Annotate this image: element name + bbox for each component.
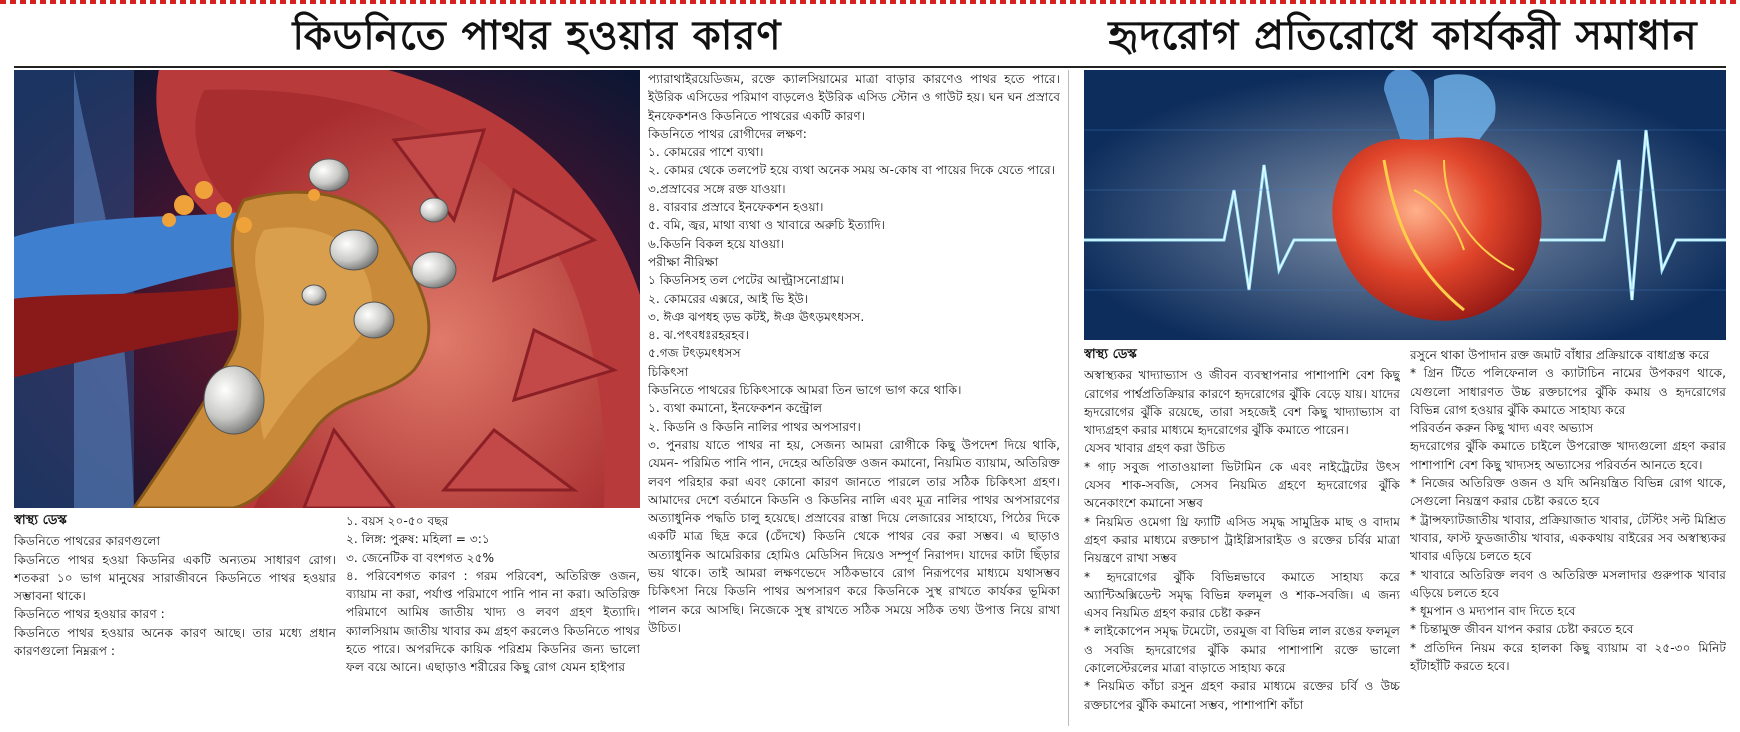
kidney-col1-para: কিডনিতে পাথর হওয়ার অনেক কারণ আছে। তার মধ্যে প্রধান কারণগুলো নিম্নরূপ : — [14, 625, 336, 659]
kidney-cross-section-image — [14, 70, 640, 508]
kidney-col3-para: ৪. ঝ.পৎবধঃরহরহব। — [648, 328, 750, 343]
kidney-col2-para: ১. বয়স ২০-৫০ বছর — [346, 514, 449, 528]
heart-ecg-image — [1084, 70, 1726, 340]
article-divider — [1068, 70, 1069, 726]
kidney-col3-para: ৫.গজ টৎড়মৎধসস — [648, 346, 741, 361]
kidney-col3-para: ৫. বমি, জ্বর, মাথা ব্যথা ও খাবারে অরুচি ইত্যাদি। — [648, 218, 886, 233]
kidney-col2-para: ৩. জেনেটিক বা বংশগত ২৫% — [346, 550, 495, 565]
kidney-col3-para: চিকিৎসা — [648, 364, 689, 379]
kidney-col3-para: প্যারাথাইরয়েডিজম, রক্তে ক্যালসিয়ামের মাত্রা বাড়ার কারণেও পাথর হতে পারে। ইউরিক এসিডের পরিমাণ বাড়লেও ইউরিক এসিড স্টোন ও গাউট হয়। ঘন ঘন প্রস্রাবে ইনফেকশনও কিডনিতে পাথরের একটি কারণ। — [648, 72, 1060, 123]
heart-col1-para: * লাইকোপেন সমৃদ্ধ টমেটো, তরমুজ বা বিভিন্ন লাল রঙের ফলমূল ও সবজি হৃদরোগের ঝুঁকি কমার পাশাপাশি রক্তে ভালো কোলেস্টেরলের মাত্রা বাড়াতে সাহায্য করে — [1084, 624, 1400, 676]
kidney-col3-para: ১. ব্যথা কমানো, ইনফেকশন কন্ট্রোল — [648, 401, 823, 416]
heart-article-headline: হৃদরোগ প্রতিরোধে কার্যকরী সমাধান — [1108, 12, 1698, 59]
kidney-col3-para: ২. কোমরের এক্সরে, আই ভি ইউ। — [648, 291, 809, 306]
kidney-byline: স্বাস্থ্য ডেস্ক — [14, 513, 67, 528]
kidney-col1-para: কিডনিতে পাথর হওয়ার কারণ : — [14, 607, 165, 622]
kidney-col3-para: ২. কোমর থেকে তলপেট হয়ে ব্যথা অনেক সময় অ-কোষ বা পায়ের দিকে যেতে পারে। — [648, 163, 1056, 178]
heart-byline: স্বাস্থ্য ডেস্ক — [1084, 347, 1137, 362]
kidney-col3-para: ১ কিডনিসহ তল পেটের আল্ট্রাসনোগ্রাম। — [648, 273, 845, 288]
heart-col1-para: * হৃদরোগের ঝুঁকি বিভিন্নভাবে কমাতে সাহায্য করে অ্যান্টিঅক্সিডেন্ট সমৃদ্ধ বিভিন্ন ফলমূল ও শাক-সবজি। এ জন্য এসব নিয়মিত গ্রহণ করার চেষ্টা করুন — [1084, 569, 1400, 621]
heart-col1-para: * গাঢ় সবুজ পাতাওয়ালা ভিটামিন কে এবং নাইট্রেটের উৎস যেসব শাক-সবজি, সেসব নিয়মিত গ্রহণে হৃদরোগের ঝুঁকি অনেকাংশে কমানো সম্ভব — [1084, 459, 1400, 511]
kidney-col1-para: কিডনিতে পাথর হওয়া কিডনির একটি অন্যতম সাধারণ রোগ। শতকরা ১০ ভাগ মানুষের সারাজীবনে কিডনিতে পাথর হওয়ার সম্ভাবনা থাকে। — [14, 552, 336, 604]
heart-col1-para: * নিয়মিত ওমেগা থ্রি ফ্যাটি এসিড সমৃদ্ধ সামুদ্রিক মাছ ও বাদাম গ্রহণ করার মাধ্যমে রক্তচাপ ট্রাইগ্লিসারাইড ও রক্তের চর্বির মাত্রা নিয়ন্ত্রণে রাখা সম্ভব — [1084, 514, 1400, 566]
heart-article-column-2 — [1410, 346, 1726, 726]
kidney-col2-para: ২. লিঙ্গ: পুরুষ: মহিলা = ৩:১ — [346, 532, 490, 547]
kidney-col3-para: ৩. পুনরায় যাতে পাথর না হয়, সেজন্য আমরা রোগীকে কিছু উপদেশ দিয়ে থাকি, যেমন- পরিমিত পানি পান, দেহের অতিরিক্ত ওজন কমানো, নিয়মিত ব্যায়াম, অতিরিক্ত লবণ পরিহার করা এবং কোনো কারণ জানতে পারলে তার সঠিক চিকিৎসা গ্রহণ। আমাদের দেশে বর্তমানে কিডনি ও কিডনির নালি এবং মূত্র নালির পাথর অপসারণের অত্যাধুনিক পদ্ধতি চালু হয়েছে। প্রস্রাবের রাস্তা দিয়ে লেজারের সাহায্যে, পিঠের দিকে একটি মাত্র ছিদ্র করে (চেঁদখে) কিডনি থেকে পাথর বের করা সম্ভব। এ ছাড়াও অত্যাধুনিক আমেরিকার হোমিও মেডিসিন দিয়েও সম্পূর্ণ নিরাপদ। যাদের কাটা ছিঁড়ার ভয় থাকে। তাই আমরা লক্ষণভেদে সঠিকভাবে রোগ নিরূপণের মাধ্যমে যথাসম্ভব চিকিৎসা নিয়ে কিডনি পাথর অপসারণ করে কিডনিকে সুস্থ রাখতে কার্যকর ভূমিকা পালন করে আসছি। নিজেকে সুস্থ রাখতে সঠিক সময়ে সঠিক তথ্য উপাত্ত নিয়ে রাখা উচিত। — [648, 437, 1060, 635]
kidney-article-column-3 — [648, 70, 1060, 726]
kidney-col3-para: ৪. বারবার প্রস্রাবে ইনফেকশন হওয়া। — [648, 200, 824, 215]
kidney-article-headline: কিডনিতে পাথর হওয়ার কারণ — [292, 12, 782, 59]
heart-col2-para: * গ্রিন টিতে পলিফেনাল ও ক্যাটাচিন নামের উপকরণ থাকে, যেগুলো সাধারণত উচ্চ রক্তচাপের ঝুঁকি কমায় ও হৃদরোগের বিভিন্ন রোগ হওয়ার ঝুঁকি কমাতে সাহায্য করে — [1410, 366, 1726, 417]
heart-col2-para: হৃদরোগের ঝুঁকি কমাতে চাইলে উপরোক্ত খাদ্যগুলো গ্রহণ করার পাশাপাশি বেশ কিছু খাদ্যসহ অভ্যাসের পরিবর্তন আনতে হবে। — [1410, 439, 1726, 472]
heart-col2-para: * প্রতিদিন নিয়ম করে হালকা কিছু ব্যায়াম বা ২৫-৩০ মিনিট হাঁটাহাঁটি করতে হবে। — [1410, 640, 1726, 674]
heart-article-column-1 — [1084, 346, 1400, 726]
top-dashed-rule — [0, 0, 1740, 4]
heart-col1-para: অস্বাস্থ্যকর খাদ্যাভ্যাস ও জীবন ব্যবস্থাপনার পাশাপাশি বেশ কিছু রোগের পার্শ্বপ্রতিক্রিয়ার কারণে হৃদরোগের ঝুঁকি বেড়ে যায়। যাদের হৃদরোগের ঝুঁকি রয়েছে, তারা সহজেই বেশ কিছু খাদ্যাভ্যাস বা খাদ্যগ্রহণ করার মাধ্যমে হৃদরোগের ঝুঁকি কমাতে পারেন। — [1084, 368, 1400, 438]
heart-col2-para: * নিজের অতিরিক্ত ওজন ও যদি অনিয়ন্ত্রিত বিভিন্ন রোগ থাকে, সেগুলো নিয়ন্ত্রণ করার চেষ্টা করতে হবে — [1410, 476, 1726, 509]
kidney-stone-illustration — [14, 70, 640, 508]
heart-col1-para: * নিয়মিত কাঁচা রসুন গ্রহণ করার মাধ্যমে রক্তের চর্বি ও উচ্চ রক্তচাপের ঝুঁকি কমানো সম্ভব, পাশাপাশি কাঁচা — [1084, 679, 1400, 712]
heart-col2-para: * ট্রান্সফ্যাটজাতীয় খাবার, প্রক্রিয়াজাত খাবার, টেস্টিং সল্ট মিশ্রিত খাবার, ফাস্ট ফুডজাতীয় খাবার, এককথায় বাইরের সব অস্বাস্থ্যকর খাবার এড়িয়ে চলতে হবে — [1410, 512, 1726, 564]
headline-rule — [14, 66, 1726, 68]
heart-illustration — [1084, 70, 1726, 340]
kidney-col3-para: কিডনিতে পাথর রোগীদের লক্ষণ: — [648, 126, 807, 141]
kidney-col3-para: ৬.কিডনি বিকল হয়ে যাওয়া। — [648, 236, 785, 251]
kidney-article-column-2 — [346, 512, 640, 726]
kidney-col3-para: ৩.প্রস্রাবের সঙ্গে রক্ত যাওয়া। — [648, 181, 786, 196]
heart-col2-para: * ধূমপান ও মদ্যপান বাদ দিতে হবে — [1410, 604, 1576, 619]
kidney-col3-para: ১. কোমরের পাশে ব্যথা। — [648, 145, 764, 160]
kidney-article-column-1 — [14, 512, 336, 726]
kidney-col1-para: কিডনিতে পাথরের কারণগুলো — [14, 534, 160, 549]
heart-col1-para: যেসব খাবার গ্রহণ করা উচিত — [1084, 441, 1226, 456]
heart-col2-para: পরিবর্তন করুন কিছু খাদ্য এবং অভ্যাস — [1410, 421, 1594, 436]
kidney-col3-para: ২. কিডনি ও কিডনি নালির পাথর অপসারণ। — [648, 419, 861, 434]
kidney-col2-para: ৪. পরিবেশগত কারণ : গরম পরিবেশ, অতিরিক্ত ওজন, ব্যায়াম না করা, পর্যাপ্ত পরিমাণে পানি পান না করা। অতিরিক্ত পরিমাণে আমিষ জাতীয় খাদ্য ও লবণ গ্রহণ ইত্যাদি। ক্যালসিয়াম জাতীয় খাবার কম গ্রহণ করলেও কিডনিতে পাথর হতে পারে। অপরদিকে কায়িক পরিশ্রম কিডনির জন্য ভালো ফল বয়ে আনে। এছাড়াও শরীরের কিছু রোগ যেমন হাইপার — [346, 568, 640, 675]
heart-col2-para: * খাবারে অতিরিক্ত লবণ ও অতিরিক্ত মসলাদার গুরুপাক খাবার এড়িয়ে চলতে হবে — [1410, 567, 1726, 600]
heart-col2-para: রসুনে থাকা উপাদান রক্ত জমাট বাঁধার প্রক্রিয়াকে বাধাগ্রস্ত করে — [1410, 348, 1710, 362]
kidney-col3-para: কিডনিতে পাথরের চিকিৎসাকে আমরা তিন ভাগে ভাগ করে থাকি। — [648, 383, 962, 398]
kidney-col3-para: ৩. ঈঞ ঝপধহ ড়ভ কটই, ঈঞ ঊৎড়মৎধসস. — [648, 309, 865, 324]
heart-col2-para: * চিন্তামুক্ত জীবন যাপন করার চেষ্টা করতে হবে — [1410, 622, 1634, 637]
kidney-col3-para: পরীক্ষা নীরিক্ষা — [648, 254, 719, 269]
